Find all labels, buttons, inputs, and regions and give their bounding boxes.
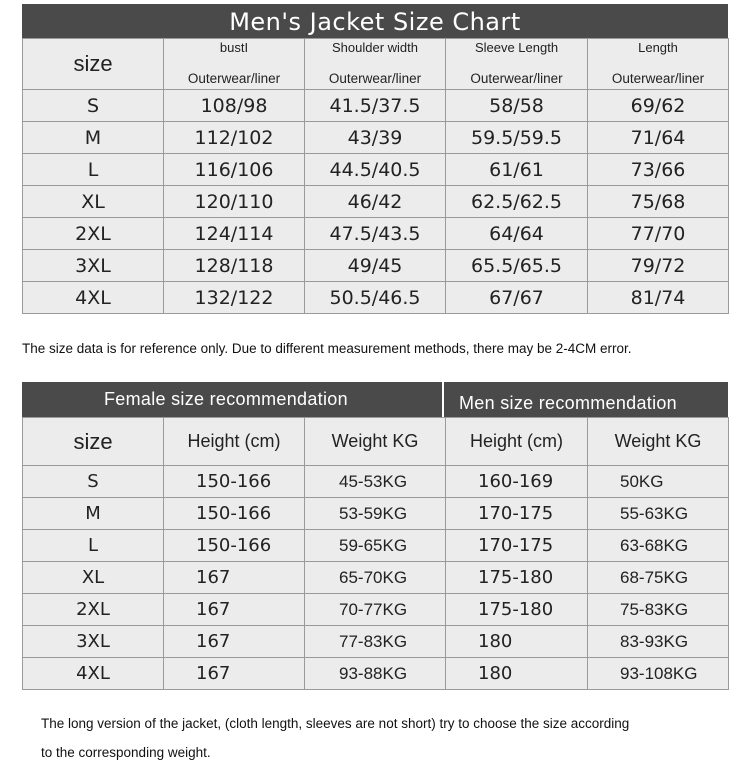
table-cell: 77-83KG — [305, 626, 446, 658]
table-cell: 150-166 — [164, 530, 305, 562]
column-header-bottom: Outerwear/liner — [328, 71, 422, 86]
table-cell: 49/45 — [305, 250, 446, 282]
size-cell: L — [23, 530, 164, 562]
column-header-top: Sleeve Length — [474, 40, 559, 55]
size-cell: 2XL — [23, 218, 164, 250]
table-cell: 124/114 — [164, 218, 305, 250]
table-cell: 71/64 — [588, 122, 729, 154]
long-version-note-line1: The long version of the jacket, (cloth length, sleeves are not short) try to choose the size according — [41, 716, 630, 731]
recommendation-table — [22, 417, 729, 690]
female-recommendation-bar — [22, 382, 442, 417]
table-cell: 167 — [164, 562, 305, 594]
column-header-top: bustI — [219, 40, 249, 55]
table-cell: 50.5/46.5 — [305, 282, 446, 314]
table-cell: 170-175 — [446, 530, 588, 562]
table-cell: 180 — [446, 658, 588, 690]
table-cell: 160-169 — [446, 466, 588, 498]
table-cell: 170-175 — [446, 498, 588, 530]
table-cell: 46/42 — [305, 186, 446, 218]
table-cell: 128/118 — [164, 250, 305, 282]
size-cell: M — [23, 498, 164, 530]
table-cell: 45-53KG — [305, 466, 446, 498]
table-cell: 73/66 — [588, 154, 729, 186]
table-row — [23, 530, 729, 562]
table-row — [23, 498, 729, 530]
measurement-note: The size data is for reference only. Due to different measurement methods, there may be 2-4CM error. — [22, 341, 632, 356]
table-cell: 59.5/59.5 — [446, 122, 588, 154]
table-cell: 132/122 — [164, 282, 305, 314]
table-cell: 75/68 — [588, 186, 729, 218]
table-header-row — [23, 39, 729, 90]
table-cell: 79/72 — [588, 250, 729, 282]
column-header — [446, 39, 588, 90]
column-header-top: Shoulder width — [332, 40, 418, 55]
table-cell: 83-93KG — [588, 626, 729, 658]
men-recommendation-title: Men size recommendation — [459, 393, 677, 413]
table-cell: 63-68KG — [588, 530, 729, 562]
table-cell: 68-75KG — [588, 562, 729, 594]
jacket-size-table — [22, 38, 729, 314]
column-header — [588, 39, 729, 90]
table-cell: 120/110 — [164, 186, 305, 218]
table-cell: 65.5/65.5 — [446, 250, 588, 282]
column-header: Weight KG — [305, 418, 446, 466]
table-cell: 116/106 — [164, 154, 305, 186]
table-cell: 47.5/43.5 — [305, 218, 446, 250]
table-cell: 81/74 — [588, 282, 729, 314]
size-cell: L — [23, 154, 164, 186]
size-cell: S — [23, 90, 164, 122]
table-cell: 44.5/40.5 — [305, 154, 446, 186]
table-row — [23, 218, 729, 250]
table-cell: 93-108KG — [588, 658, 729, 690]
table-row — [23, 658, 729, 690]
table-cell: 175-180 — [446, 594, 588, 626]
men-recommendation-bar — [444, 382, 728, 417]
column-header — [164, 39, 305, 90]
column-header: Height (cm) — [446, 418, 588, 466]
column-header: Weight KG — [588, 418, 729, 466]
table-cell: 150-166 — [164, 498, 305, 530]
size-cell: XL — [23, 562, 164, 594]
table-cell: 167 — [164, 594, 305, 626]
table-cell: 55-63KG — [588, 498, 729, 530]
table-cell: 43/39 — [305, 122, 446, 154]
table-cell: 67/67 — [446, 282, 588, 314]
size-cell: S — [23, 466, 164, 498]
table-cell: 150-166 — [164, 466, 305, 498]
column-header-bottom: Outerwear/liner — [611, 71, 705, 86]
table-row — [23, 250, 729, 282]
size-header: size — [23, 39, 164, 90]
table-row — [23, 186, 729, 218]
table-row — [23, 90, 729, 122]
table-cell: 64/64 — [446, 218, 588, 250]
table-cell: 167 — [164, 626, 305, 658]
table-row — [23, 594, 729, 626]
table-row — [23, 122, 729, 154]
size-header: size — [23, 418, 164, 466]
table-cell: 50KG — [588, 466, 729, 498]
size-cell: 4XL — [23, 658, 164, 690]
female-recommendation-title: Female size recommendation — [104, 389, 348, 409]
table-cell: 93-88KG — [305, 658, 446, 690]
table-row — [23, 466, 729, 498]
table-cell: 58/58 — [446, 90, 588, 122]
column-header-bottom: Outerwear/liner — [187, 71, 281, 86]
column-header — [305, 39, 446, 90]
table-cell: 75-83KG — [588, 594, 729, 626]
size-cell: 3XL — [23, 626, 164, 658]
table-cell: 180 — [446, 626, 588, 658]
table-cell: 108/98 — [164, 90, 305, 122]
table-row — [23, 626, 729, 658]
size-cell: XL — [23, 186, 164, 218]
table-cell: 112/102 — [164, 122, 305, 154]
table-cell: 41.5/37.5 — [305, 90, 446, 122]
size-cell: 2XL — [23, 594, 164, 626]
table-cell: 61/61 — [446, 154, 588, 186]
column-header: Height (cm) — [164, 418, 305, 466]
table-cell: 77/70 — [588, 218, 729, 250]
table-cell: 59-65KG — [305, 530, 446, 562]
table-header-row — [23, 418, 729, 466]
long-version-note-line2: to the corresponding weight. — [41, 745, 211, 760]
table-cell: 70-77KG — [305, 594, 446, 626]
table-cell: 53-59KG — [305, 498, 446, 530]
table-cell: 69/62 — [588, 90, 729, 122]
size-chart-title-bar — [22, 4, 728, 39]
column-header-bottom: Outerwear/liner — [470, 71, 563, 86]
table-cell: 65-70KG — [305, 562, 446, 594]
table-row — [23, 282, 729, 314]
size-cell: 3XL — [23, 250, 164, 282]
table-row — [23, 154, 729, 186]
size-cell: 4XL — [23, 282, 164, 314]
size-chart-title: Men's Jacket Size Chart — [229, 7, 521, 36]
table-cell: 175-180 — [446, 562, 588, 594]
size-cell: M — [23, 122, 164, 154]
table-row — [23, 562, 729, 594]
table-cell: 62.5/62.5 — [446, 186, 588, 218]
column-header-top: Length — [638, 40, 678, 55]
table-cell: 167 — [164, 658, 305, 690]
